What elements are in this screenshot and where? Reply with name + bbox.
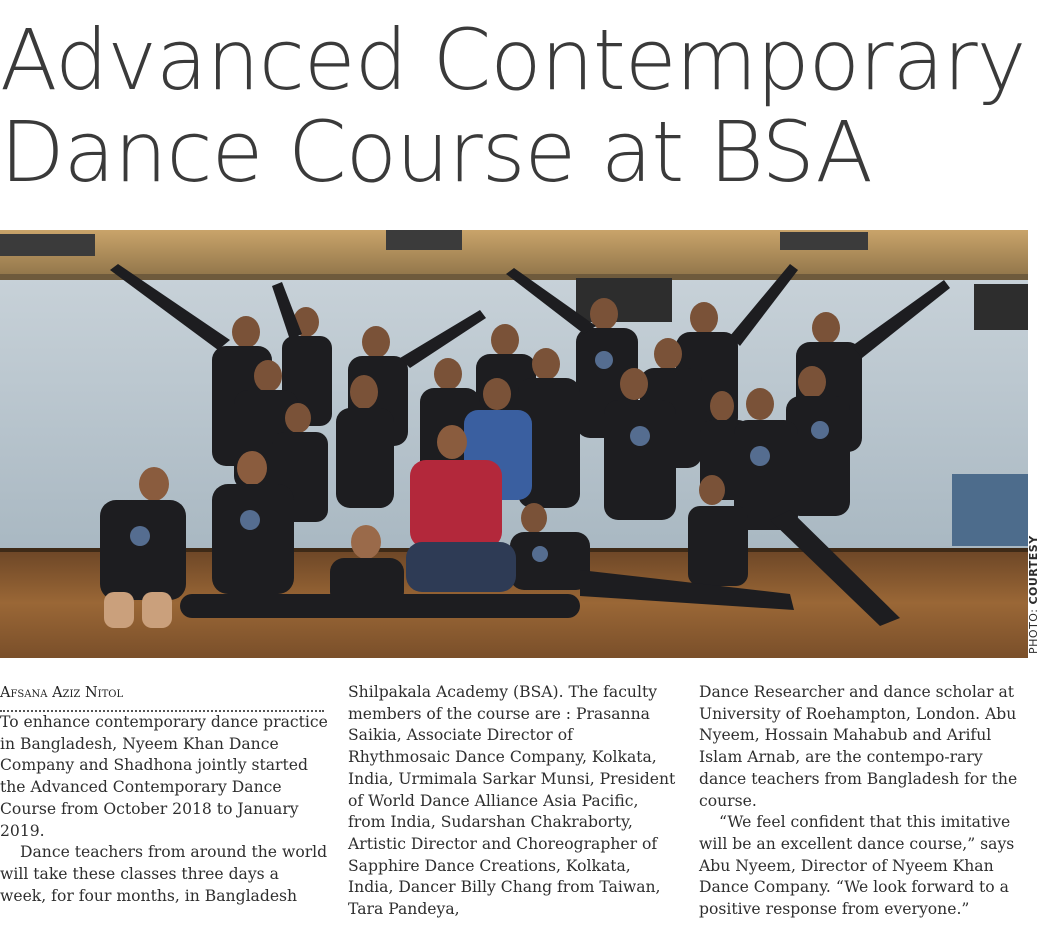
headline-line-2: Dance Course at BSA (0, 103, 872, 201)
article-column-3 (699, 682, 1031, 921)
ceiling-vent (0, 234, 95, 256)
paragraph-2-end: Dance Researcher and dance scholar at University of Roehampton, London. Abu Nyeem, Hossain Mahabub and Ariful Islam Arnab, are the contempo-rary dance teachers from Bangladesh for the course. (699, 683, 1018, 810)
article-column-1 (0, 682, 328, 907)
ceiling-vent (780, 232, 868, 250)
photo-credit-label: COURTESY (1027, 535, 1040, 605)
dance-group-illustration (0, 230, 1028, 658)
article-headline (0, 11, 1059, 201)
paragraph-3: “We feel confident that this imitative will be an excellent dance course,” says Abu Nyeem, Director of Nyeem Khan Dance Company. “We look forward to a positive response from everyone.” (699, 813, 1015, 919)
storage-box (952, 474, 1028, 546)
photo-credit-prefix: PHOTO: (1027, 604, 1040, 654)
paragraph-1: To enhance contemporary dance practice in Bangladesh, Nyeem Khan Dance Company and Shadhona jointly started the Advanced Contemporary Dance Course from October 2018 to January 2019. (0, 713, 328, 840)
paragraph-2-start: Dance teachers from around the world will take these classes three days a week, for four months, in Bangladesh (0, 843, 328, 905)
wall-vent (974, 284, 1028, 330)
byline: Afsana Aziz Nitol (0, 682, 324, 712)
paragraph-2-middle: Shilpakala Academy (BSA). The faculty members of the course are : Prasanna Saikia, Associate Director of Rhythmosaic Dance Company, Kolkata, India, Urmimala Sarkar Munsi, President of World Dance Alliance Asia Pacific, from India, Sudarshan Chakraborty, Artistic Director and Choreographer of Sapphire Dance Creations, Kolkata, India, Dancer Billy Chang from Taiwan, Tara Pandeya, (348, 683, 676, 919)
group-photo (0, 230, 1028, 658)
ceiling-vent (386, 230, 462, 250)
headline-line-1: Advanced Contemporary (0, 11, 1026, 109)
article-column-2 (348, 682, 678, 921)
photo-credit (1027, 534, 1047, 654)
